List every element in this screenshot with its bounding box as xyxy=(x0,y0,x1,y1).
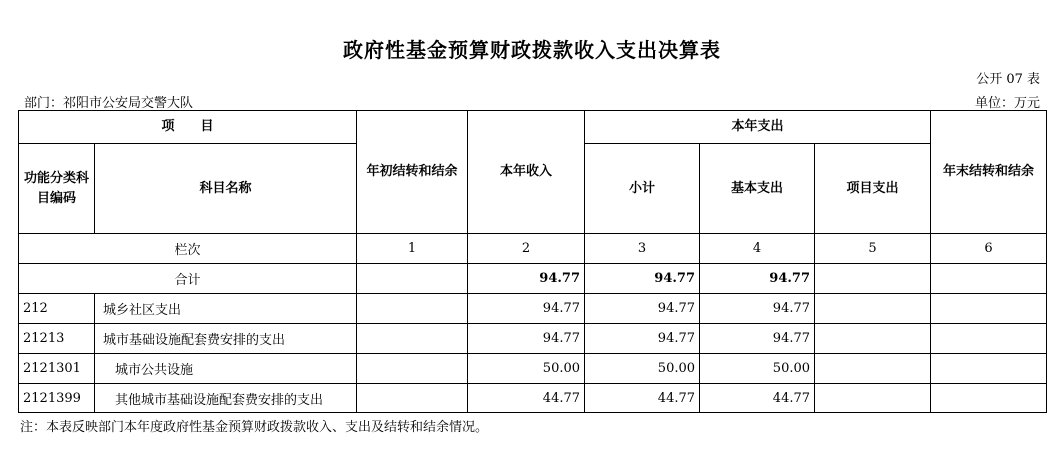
total-basic: 94.77 xyxy=(700,264,815,294)
row-code: 2121399 xyxy=(19,384,95,413)
form-number: 公开 07 表 xyxy=(976,72,1040,87)
row-basic: 94.77 xyxy=(700,294,815,324)
header-basic-expense: 基本支出 xyxy=(700,144,815,234)
row-opening xyxy=(357,384,468,413)
total-closing xyxy=(931,264,1047,294)
header-opening-balance: 年初结转和结余 xyxy=(357,111,468,234)
row-project xyxy=(815,354,931,384)
row-closing xyxy=(931,354,1047,384)
total-income: 94.77 xyxy=(468,264,585,294)
row-project xyxy=(815,384,931,413)
footnote: 注：本表反映部门本年度政府性基金预算财政拨款收入、支出及结转和结余情况。 xyxy=(20,420,489,435)
total-label: 合计 xyxy=(19,264,357,294)
row-income: 94.77 xyxy=(468,294,585,324)
column-index: 5 xyxy=(815,234,931,264)
row-opening xyxy=(357,324,468,354)
header-closing-balance: 年末结转和结余 xyxy=(931,111,1047,234)
table-row xyxy=(19,384,1047,413)
department-label: 部门：祁阳市公安局交警大队 xyxy=(24,96,194,111)
row-income: 44.77 xyxy=(468,384,585,413)
row-name: 城市基础设施配套费安排的支出 xyxy=(95,324,357,354)
header-item: 项 目 xyxy=(19,111,357,144)
column-index-label: 栏次 xyxy=(19,234,357,264)
row-subtotal: 44.77 xyxy=(585,384,700,413)
header-name: 科目名称 xyxy=(95,144,357,234)
header-row-1 xyxy=(19,111,1047,144)
header-current-year-expense: 本年支出 xyxy=(585,111,931,144)
total-row xyxy=(19,264,1047,294)
unit-label: 单位：万元 xyxy=(974,96,1040,111)
column-index: 3 xyxy=(585,234,700,264)
column-index: 1 xyxy=(357,234,468,264)
row-income: 94.77 xyxy=(468,324,585,354)
row-closing xyxy=(931,294,1047,324)
row-code: 21213 xyxy=(19,324,95,354)
header-current-year-income: 本年收入 xyxy=(468,111,585,234)
total-subtotal: 94.77 xyxy=(585,264,700,294)
row-subtotal: 94.77 xyxy=(585,294,700,324)
row-closing xyxy=(931,324,1047,354)
page-title: 政府性基金预算财政拨款收入支出决算表 xyxy=(343,38,721,62)
column-index: 4 xyxy=(700,234,815,264)
row-closing xyxy=(931,384,1047,413)
row-subtotal: 94.77 xyxy=(585,324,700,354)
row-basic: 44.77 xyxy=(700,384,815,413)
row-income: 50.00 xyxy=(468,354,585,384)
row-opening xyxy=(357,294,468,324)
row-name: 城市公共设施 xyxy=(95,354,357,384)
column-index-row xyxy=(19,234,1047,264)
column-index: 6 xyxy=(931,234,1047,264)
total-project xyxy=(815,264,931,294)
row-subtotal: 50.00 xyxy=(585,354,700,384)
row-code: 2121301 xyxy=(19,354,95,384)
column-index: 2 xyxy=(468,234,585,264)
header-code: 功能分类科目编码 xyxy=(19,144,95,234)
row-opening xyxy=(357,354,468,384)
table-row xyxy=(19,324,1047,354)
row-basic: 50.00 xyxy=(700,354,815,384)
row-code: 212 xyxy=(19,294,95,324)
header-subtotal: 小计 xyxy=(585,144,700,234)
table-row xyxy=(19,354,1047,384)
total-opening xyxy=(357,264,468,294)
table-row xyxy=(19,294,1047,324)
row-project xyxy=(815,294,931,324)
header-project-expense: 项目支出 xyxy=(815,144,931,234)
fund-budget-table xyxy=(18,110,1047,413)
row-name: 其他城市基础设施配套费安排的支出 xyxy=(95,384,357,413)
row-name: 城乡社区支出 xyxy=(95,294,357,324)
row-project xyxy=(815,324,931,354)
row-basic: 94.77 xyxy=(700,324,815,354)
